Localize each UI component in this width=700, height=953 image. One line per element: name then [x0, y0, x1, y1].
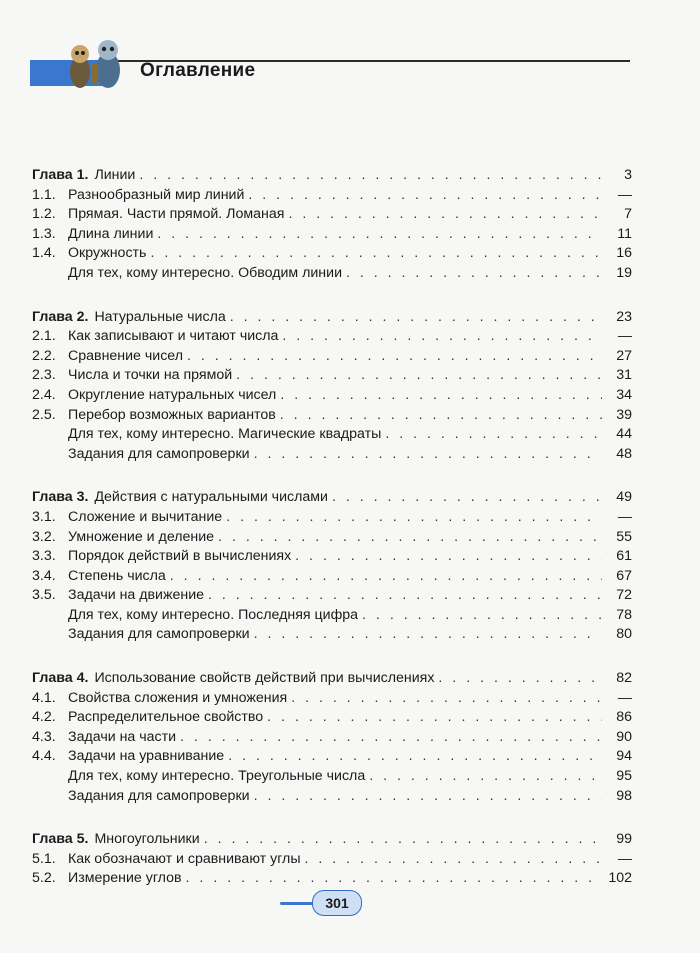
section-number: 4.2. [32, 709, 56, 726]
dot-leader [236, 366, 602, 386]
toc-entry[interactable] [32, 850, 632, 870]
page-ref: 86 [616, 709, 632, 726]
page-ref: 3 [624, 167, 632, 183]
chapter-title: Линии [94, 167, 136, 183]
dot-leader [157, 225, 602, 245]
page-header [0, 36, 700, 96]
section-title: Для тех, кому интересно. Обводим линии [68, 264, 342, 281]
section-number: 3.4. [32, 567, 56, 584]
toc-entry[interactable] [32, 186, 632, 206]
dot-leader [291, 689, 602, 709]
section-number: 1.3. [32, 225, 56, 242]
section-title: Задания для самопроверки [68, 445, 250, 462]
section-title: Задачи на уравнивание [68, 748, 225, 765]
chapter-heading[interactable] [32, 488, 632, 508]
dot-leader [180, 728, 602, 748]
dot-leader [208, 586, 602, 606]
dot-leader [150, 244, 602, 264]
dot-leader [280, 386, 602, 406]
toc-entry[interactable] [32, 406, 632, 426]
toc-entry[interactable] [32, 586, 632, 606]
chapter-title: Многоугольники [94, 831, 200, 848]
toc-entry[interactable] [32, 264, 632, 284]
section-title: Для тех, кому интересно. Треугольные числа [68, 768, 366, 785]
section-title: Умножение и деление [68, 528, 215, 545]
page-ref: 82 [616, 670, 632, 687]
toc-entry[interactable] [32, 606, 632, 626]
chapter-label: Глава 4. [32, 670, 89, 687]
chapter-label: Глава 1. [32, 167, 89, 183]
page-ref: — [617, 689, 632, 706]
chapter-heading[interactable] [32, 166, 632, 186]
toc-entry[interactable] [32, 508, 632, 528]
page-ref: 39 [616, 406, 632, 423]
chapter-label: Глава 2. [32, 308, 89, 325]
chapter-title: Действия с натуральными числами [94, 489, 328, 506]
toc-entry[interactable] [32, 386, 632, 406]
toc-entry[interactable] [32, 347, 632, 367]
dot-leader [369, 767, 602, 787]
toc-entry[interactable] [32, 728, 632, 748]
page-ref: 34 [616, 386, 632, 403]
section-title: Окружность [68, 245, 147, 262]
dot-leader [346, 264, 602, 284]
page-title: Оглавление [140, 60, 256, 81]
section-number: 1.2. [32, 206, 56, 223]
chapter-section [32, 308, 632, 465]
section-title: Как обозначают и сравнивают углы [68, 850, 301, 867]
dot-leader [254, 445, 602, 465]
page-ref: 49 [616, 489, 632, 506]
toc-entry[interactable] [32, 708, 632, 728]
chapter-title: Натуральные числа [94, 308, 226, 325]
page-ref: 7 [624, 206, 632, 223]
section-title: Округление натуральных чисел [68, 386, 277, 403]
section-number: 2.5. [32, 406, 56, 423]
toc-entry[interactable] [32, 327, 632, 347]
dot-leader [228, 747, 602, 767]
dot-leader [267, 708, 602, 728]
page-ref: — [617, 508, 632, 525]
dot-leader [254, 787, 602, 807]
page-ref: 98 [616, 787, 632, 804]
dot-leader [187, 347, 602, 367]
section-title: Для тех, кому интересно. Магические квадраты [68, 426, 382, 443]
section-number: 1.1. [32, 186, 56, 203]
toc-entry[interactable] [32, 689, 632, 709]
toc-entry[interactable] [32, 205, 632, 225]
section-title: Длина линии [68, 225, 154, 242]
section-number: 4.1. [32, 689, 56, 706]
page-ref: 55 [616, 528, 632, 545]
page-ref: 99 [616, 831, 632, 848]
page-footer [280, 888, 400, 918]
dot-leader [226, 508, 602, 528]
section-number: 2.1. [32, 328, 56, 345]
page-ref: 23 [616, 308, 632, 325]
chapter-label: Глава 5. [32, 831, 89, 848]
toc-entry[interactable] [32, 567, 632, 587]
section-number: 3.5. [32, 587, 56, 604]
section-number: 3.1. [32, 508, 56, 525]
table-of-contents [32, 166, 632, 913]
section-title: Задания для самопроверки [68, 787, 250, 804]
dot-leader [385, 425, 602, 445]
toc-entry[interactable] [32, 547, 632, 567]
dot-leader [139, 166, 602, 186]
chapter-section [32, 830, 632, 889]
chapter-heading[interactable] [32, 308, 632, 328]
page-ref: — [617, 186, 632, 203]
dot-leader [218, 528, 602, 548]
section-title: Сравнение чисел [68, 347, 183, 364]
section-title: Задачи на части [68, 728, 177, 745]
section-title: Разнообразный мир линий [68, 186, 245, 203]
page-ref: — [617, 850, 632, 867]
section-number: 2.3. [32, 367, 56, 384]
section-number: 5.2. [32, 870, 56, 887]
toc-entry[interactable] [32, 366, 632, 386]
toc-entry[interactable] [32, 625, 632, 645]
toc-entry[interactable] [32, 528, 632, 548]
section-number: 1.4. [32, 245, 56, 262]
dot-leader [280, 406, 602, 426]
section-number: 3.2. [32, 528, 56, 545]
section-number: 2.2. [32, 347, 56, 364]
section-title: Измерение углов [68, 870, 182, 887]
page-ref: 102 [608, 870, 632, 887]
dot-leader [254, 625, 602, 645]
section-number: 2.4. [32, 386, 56, 403]
dot-leader [230, 308, 602, 328]
toc-entry[interactable] [32, 425, 632, 445]
toc-entry[interactable] [32, 787, 632, 807]
page-ref: 94 [616, 748, 632, 765]
section-number: 5.1. [32, 850, 56, 867]
section-title: Задания для самопроверки [68, 626, 250, 643]
section-title: Перебор возможных вариантов [68, 406, 276, 423]
section-title: Распределительное свойство [68, 709, 264, 726]
page-ref: 95 [616, 768, 632, 785]
toc-entry[interactable] [32, 767, 632, 787]
chapter-title: Использование свойств действий при вычислениях [94, 670, 435, 687]
chapter-label: Глава 3. [32, 489, 89, 506]
page-ref: 31 [616, 367, 632, 384]
section-number: 4.4. [32, 748, 56, 765]
chapter-section [32, 669, 632, 806]
dot-leader [332, 488, 602, 508]
page-ref: 19 [616, 264, 632, 281]
page-ref: 61 [616, 548, 632, 565]
section-number: 3.3. [32, 548, 56, 565]
dot-leader [295, 547, 602, 567]
dot-leader [438, 669, 602, 689]
dot-leader [305, 850, 602, 870]
dot-leader [204, 830, 602, 850]
page-ref: 48 [616, 445, 632, 462]
dot-leader [282, 327, 602, 347]
dot-leader [362, 606, 602, 626]
section-title: Для тех, кому интересно. Последняя цифра [68, 606, 359, 623]
page-number: 301 [312, 890, 362, 916]
dot-leader [186, 869, 602, 889]
section-title: Порядок действий в вычислениях [68, 548, 292, 565]
page-ref: 67 [616, 567, 632, 584]
section-title: Как записывают и читают числа [68, 328, 279, 345]
dot-leader [170, 567, 602, 587]
mascot-figures-icon [62, 36, 134, 92]
section-number: 4.3. [32, 728, 56, 745]
page-ref: 72 [616, 587, 632, 604]
toc-entry[interactable] [32, 225, 632, 245]
page-ref: 78 [616, 606, 632, 623]
chapter-section [32, 488, 632, 645]
dot-leader [248, 186, 602, 206]
page-ref: 11 [617, 225, 632, 242]
page-ref: 16 [616, 245, 632, 262]
section-title: Числа и точки на прямой [68, 367, 233, 384]
page-ref: 80 [616, 626, 632, 643]
page-ref: — [617, 328, 632, 345]
toc-entry[interactable] [32, 869, 632, 889]
chapter-section [32, 166, 632, 284]
toc-entry[interactable] [32, 244, 632, 264]
section-title: Прямая. Части прямой. Ломаная [68, 206, 285, 223]
section-title: Свойства сложения и умножения [68, 689, 288, 706]
page-ref: 90 [616, 728, 632, 745]
page-ref: 27 [616, 347, 632, 364]
page-ref: 44 [616, 426, 632, 443]
chapter-heading[interactable] [32, 669, 632, 689]
section-title: Сложение и вычитание [68, 508, 223, 525]
section-title: Задачи на движение [68, 587, 205, 604]
section-title: Степень числа [68, 567, 166, 584]
dot-leader [288, 205, 602, 225]
chapter-heading[interactable] [32, 830, 632, 850]
toc-entry[interactable] [32, 445, 632, 465]
toc-entry[interactable] [32, 747, 632, 767]
